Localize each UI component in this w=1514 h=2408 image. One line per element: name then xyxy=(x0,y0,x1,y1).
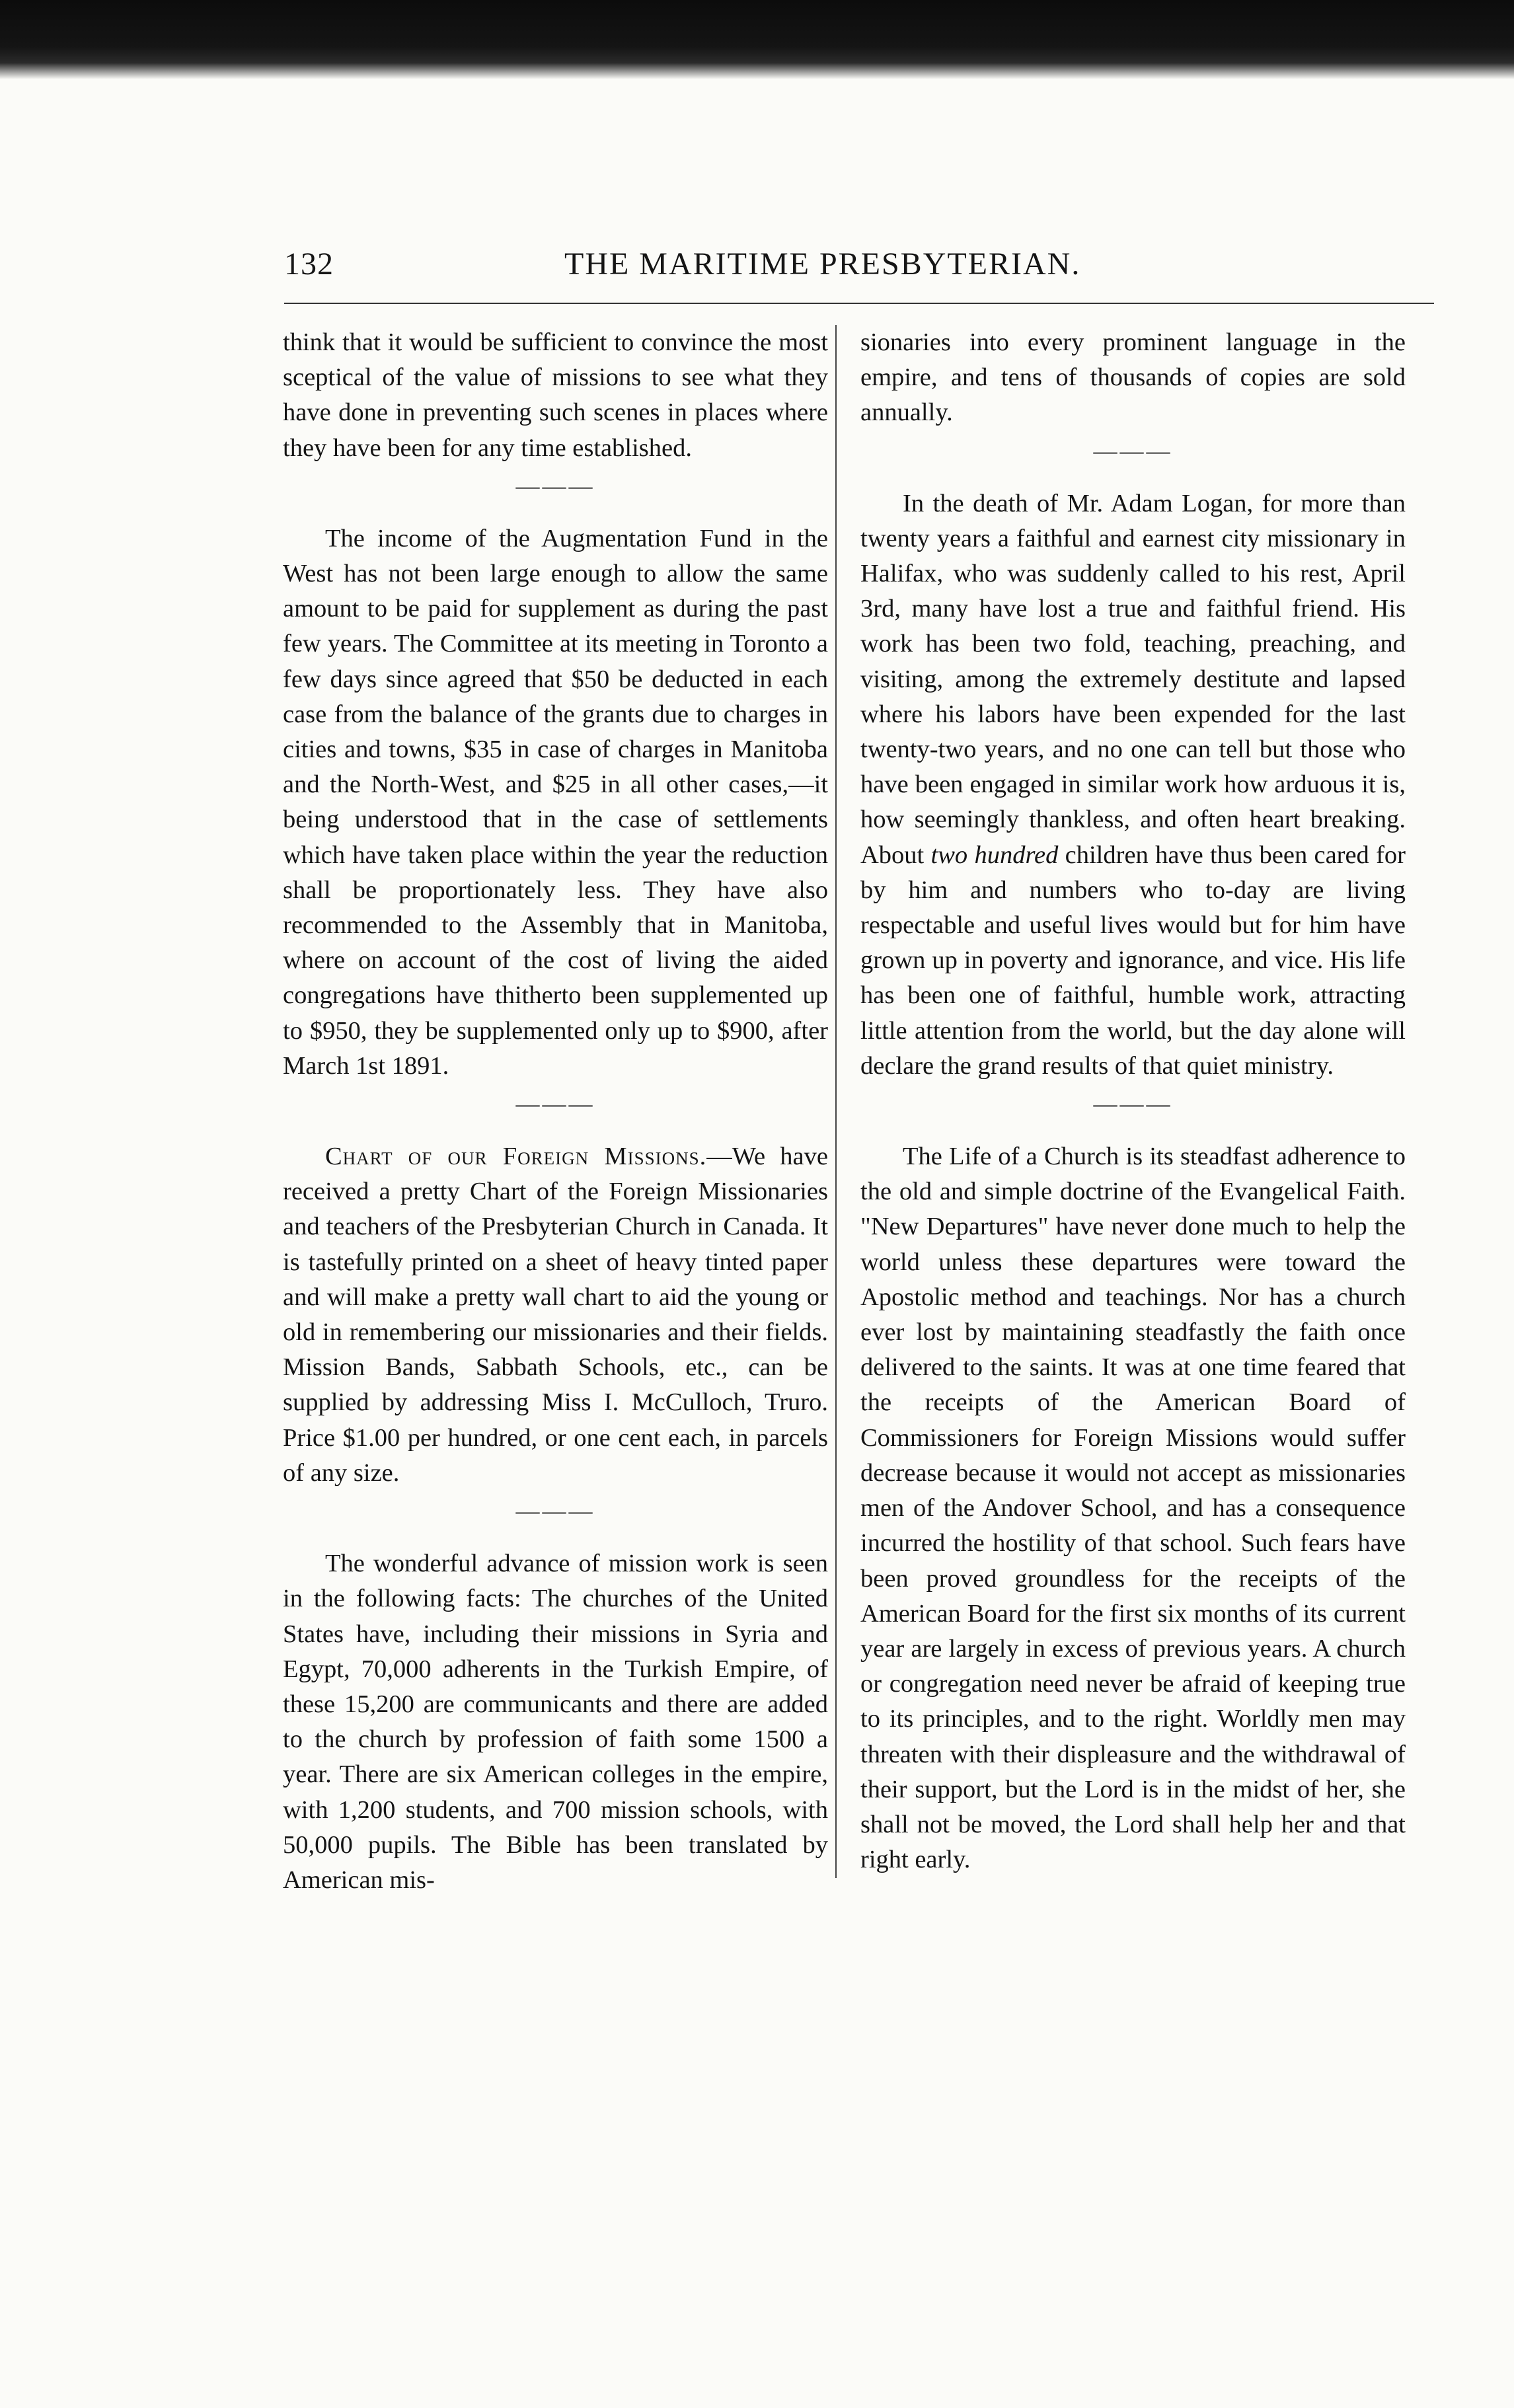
right-column xyxy=(860,325,1406,1877)
paragraph-text: children have thus been cared for by him and numbers who to-day are living respectable and useful lives would but for him have grown up in poverty and ignorance, and vice. His life has been one of faithful, humble work, attracting little attention from the world, but the day alone will declare the grand results of that quiet ministry. xyxy=(860,841,1406,1080)
header-rule xyxy=(284,303,1434,304)
paragraph-adam-logan xyxy=(860,486,1406,1084)
paragraph-text: In the death of Mr. Adam Logan, for more than twenty years a faithful and earnest city missionary in Halifax, who was suddenly called to his rest, April 3rd, many have lost a true and faithful friend. His work has been two fold, teaching, preaching, and visiting, among the extremely destitute and lapsed where his labors have been expended for the last twenty-two years, and no one can tell but those who have been engaged in similar work how arduous it is, how seemingly thankless, and often heart breaking. About xyxy=(860,489,1406,869)
left-column xyxy=(283,325,828,1898)
page-header xyxy=(284,246,1434,285)
section-separator: ——— xyxy=(515,1497,595,1524)
paragraph-mission-advance: The wonderful advance of mission work is seen in the following facts: The churches of the United States have, including their missions in Syria and Egypt, 70,000 adherents in the Turkish Empire, of these 15,200 are communicants and there are added to the church by profession of faith some 1500 a year. There are six American colleges in the empire, with 1,200 students, and 700 mission schools, with 50,000 pupils. The Bible has been translated by American mis- xyxy=(283,1550,828,1894)
section-separator: ——— xyxy=(1093,1090,1173,1117)
journal-title: THE MARITIME PRESBYTERIAN. xyxy=(564,246,1081,282)
section-heading: Chart of our Foreign Missions. xyxy=(325,1143,707,1171)
section-separator: ——— xyxy=(1093,437,1173,464)
column-divider xyxy=(835,325,837,1878)
paragraph-life-of-church: The Life of a Church is its steadfast adherence to the old and simple doctrine of the Evangelical Faith. "New Departures" have never done much to help the world unless these departures were toward the Apostolic method and teachings. Nor has a church ever lost by maintaining steadfastly the faith once delivered to the saints. It was at one time feared that the receipts of the American Board of Commissioners for Foreign Missions would suffer decrease because it would not accept as missionaries men of the Andover School, and has a consequence incurred the hostility of that school. Such fears have been proved groundless for the receipts of the American Board for the first six months of its current year are largely in excess of previous years. A church or congregation need never be afraid of keeping true to its principles, and to the right. Worldly men may threaten with their displeasure and the withdrawal of their support, but the Lord is in the midst of her, she shall not be moved, the Lord shall help her and that right early. xyxy=(860,1143,1406,1874)
scan-dark-edge xyxy=(0,0,1514,79)
paragraph-augmentation-fund: The income of the Augmentation Fund in the West has not been large enough to allow the same amount to be paid for supplement as during the past few years. The Committee at its meeting in Toronto a few days since agreed that $50 be deducted in each case from the balance of the grants due to charges in cities and towns, $35 in case of charges in Manitoba and the North-West, and $25 in all other cases,—it being understood that in the case of settlements which have taken place within the year the reduction shall be proportionately less. They have also recommended to the Assembly that in Manitoba, where on account of the cost of living the aided congregations have thitherto been supplemented up to $950, they be supplemented only up to $900, after March 1st 1891. xyxy=(283,524,828,1080)
emphasis-text: two hundred xyxy=(930,841,1059,869)
section-separator: ——— xyxy=(515,472,595,499)
paragraph-missions-continued: think that it would be sufficient to convince the most sceptical of the value of missions to see what they have done in preventing such scenes in places where they have been for any time established. xyxy=(283,328,828,462)
section-separator: ——— xyxy=(515,1090,595,1117)
page-number: 132 xyxy=(284,246,334,282)
paragraph-foreign-missions-chart xyxy=(283,1139,828,1491)
paragraph-missions-continued-right: sionaries into every prominent language in the empire, and tens of thousands of copies are sold annually. xyxy=(860,328,1406,427)
paragraph-body: —We have received a pretty Chart of the Foreign Missionaries and teachers of the Presbyterian Church in Canada. It is tastefully printed on a sheet of heavy tinted paper and will make a pretty wall chart to aid the young or old in remembering our missionaries and their fields. Mission Bands, Sabbath Schools, etc., can be supplied by addressing Miss I. McCulloch, Truro. Price $1.00 per hundred, or one cent each, in parcels of any size. xyxy=(283,1143,828,1487)
